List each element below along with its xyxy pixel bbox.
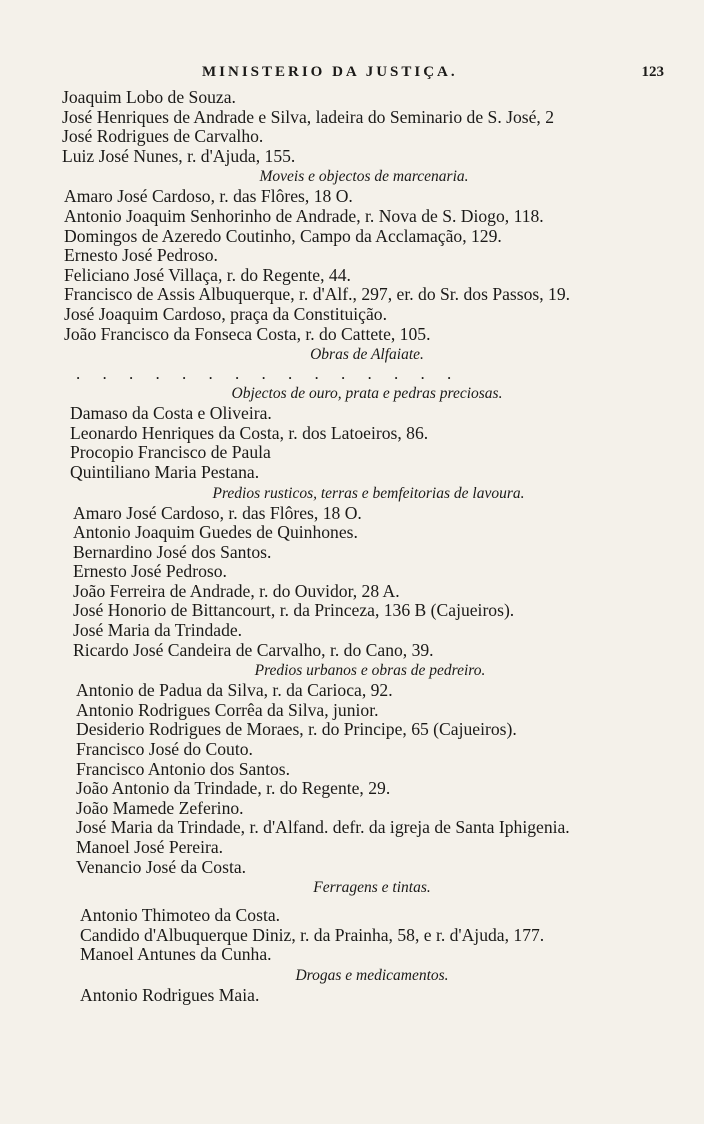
section-rusticos bbox=[62, 483, 664, 661]
entries-block bbox=[62, 88, 664, 166]
section-heading: Predios urbanos e obras de pedreiro. bbox=[254, 662, 486, 680]
entry: Francisco Antonio dos Santos. bbox=[76, 758, 291, 779]
entry: Desiderio Rodrigues de Moraes, r. do Principe, 65 (Cajueiros). bbox=[76, 719, 517, 740]
entry: José Henriques de Andrade e Silva, ladeira do Seminario de S. José, 2 bbox=[62, 106, 555, 127]
entry: José Maria da Trindade. bbox=[73, 620, 243, 641]
entry: Antonio Thimoteo da Costa. bbox=[80, 905, 281, 926]
entry: Francisco de Assis Albuquerque, r. d'Alf., 297, er. do Sr. dos Passos, 19. bbox=[64, 284, 571, 305]
section-heading: Obras de Alfaiate. bbox=[310, 346, 424, 364]
entry: Antonio Joaquim Guedes de Quinhones. bbox=[73, 522, 358, 543]
section-ferragens bbox=[62, 877, 664, 965]
entry: Ernesto José Pedroso. bbox=[73, 561, 227, 582]
entry: Candido d'Albuquerque Diniz, r. da Prainha, 58, e r. d'Ajuda, 177. bbox=[80, 924, 545, 945]
entry: Antonio Rodrigues Corrêa da Silva, junior. bbox=[76, 699, 379, 720]
section-heading: Predios rusticos, terras e bemfeitorias de lavoura. bbox=[212, 484, 525, 502]
page-number: 123 bbox=[641, 64, 664, 80]
entry: Domingos de Azeredo Coutinho, Campo da Acclamação, 129. bbox=[64, 225, 502, 246]
entry: Manoel Antunes da Cunha. bbox=[80, 944, 272, 965]
section-heading: Drogas e medicamentos. bbox=[295, 966, 449, 984]
entry: Francisco José do Couto. bbox=[76, 739, 253, 760]
section-ouro bbox=[62, 383, 664, 482]
section-heading: Objectos de ouro, prata e pedras preciosas. bbox=[231, 385, 503, 403]
entry: Procopio Francisco de Paula bbox=[70, 442, 271, 463]
entry: Venancio José da Costa. bbox=[76, 856, 247, 877]
section-alfaiate bbox=[62, 344, 664, 383]
section-heading: Ferragens e tintas. bbox=[313, 879, 431, 897]
entry: Quintiliano Maria Pestana. bbox=[70, 461, 260, 482]
entry: Ernesto José Pedroso. bbox=[64, 245, 218, 266]
entry: Luiz José Nunes, r. d'Ajuda, 155. bbox=[62, 145, 296, 166]
entry: Damaso da Costa e Oliveira. bbox=[70, 403, 272, 424]
entry: Amaro José Cardoso, r. das Flôres, 18 O. bbox=[64, 186, 353, 207]
entry: José Joaquim Cardoso, praça da Constituição. bbox=[64, 303, 387, 324]
entry: Joaquim Lobo de Souza. bbox=[62, 87, 236, 107]
entry: Leonardo Henriques da Costa, r. dos Latoeiros, 86. bbox=[70, 422, 429, 443]
dot-leader: . . . . . . . . . . . . . . . bbox=[76, 364, 461, 384]
entry: João Mamede Zeferino. bbox=[76, 797, 244, 818]
entry: Ricardo José Candeira de Carvalho, r. do Cano, 39. bbox=[73, 639, 434, 660]
section-heading: Moveis e objectos de marcenaria. bbox=[259, 168, 469, 186]
entry: Antonio Joaquim Senhorinho de Andrade, r. Nova de S. Diogo, 118. bbox=[64, 205, 544, 226]
section-moveis bbox=[62, 166, 664, 344]
entry: José Maria da Trindade, r. d'Alfand. defr. da igreja de Santa Iphigenia. bbox=[76, 817, 570, 838]
entry: Amaro José Cardoso, r. das Flôres, 18 O. bbox=[73, 502, 362, 523]
entry: João Ferreira de Andrade, r. do Ouvidor, 28 A. bbox=[73, 580, 400, 601]
entry: Manoel José Pereira. bbox=[76, 837, 224, 857]
entry: Antonio Rodrigues Maia. bbox=[80, 984, 260, 1005]
section-drogas bbox=[62, 965, 664, 1006]
entry: Feliciano José Villaça, r. do Regente, 44. bbox=[64, 264, 351, 285]
entry: Bernardino José dos Santos. bbox=[73, 541, 272, 562]
entry: Antonio de Padua da Silva, r. da Carioca, 92. bbox=[76, 680, 393, 701]
page-header bbox=[62, 60, 664, 88]
entry: João Antonio da Trindade, r. do Regente, 29. bbox=[76, 778, 391, 799]
running-head: MINISTERIO DA JUSTIÇA. bbox=[202, 64, 458, 80]
entry: José Rodrigues de Carvalho. bbox=[62, 126, 264, 147]
section-urbanos bbox=[62, 660, 664, 877]
entry: João Francisco da Fonseca Costa, r. do Cattete, 105. bbox=[64, 323, 431, 344]
entry: José Honorio de Bittancourt, r. da Princeza, 136 B (Cajueiros). bbox=[73, 600, 515, 621]
